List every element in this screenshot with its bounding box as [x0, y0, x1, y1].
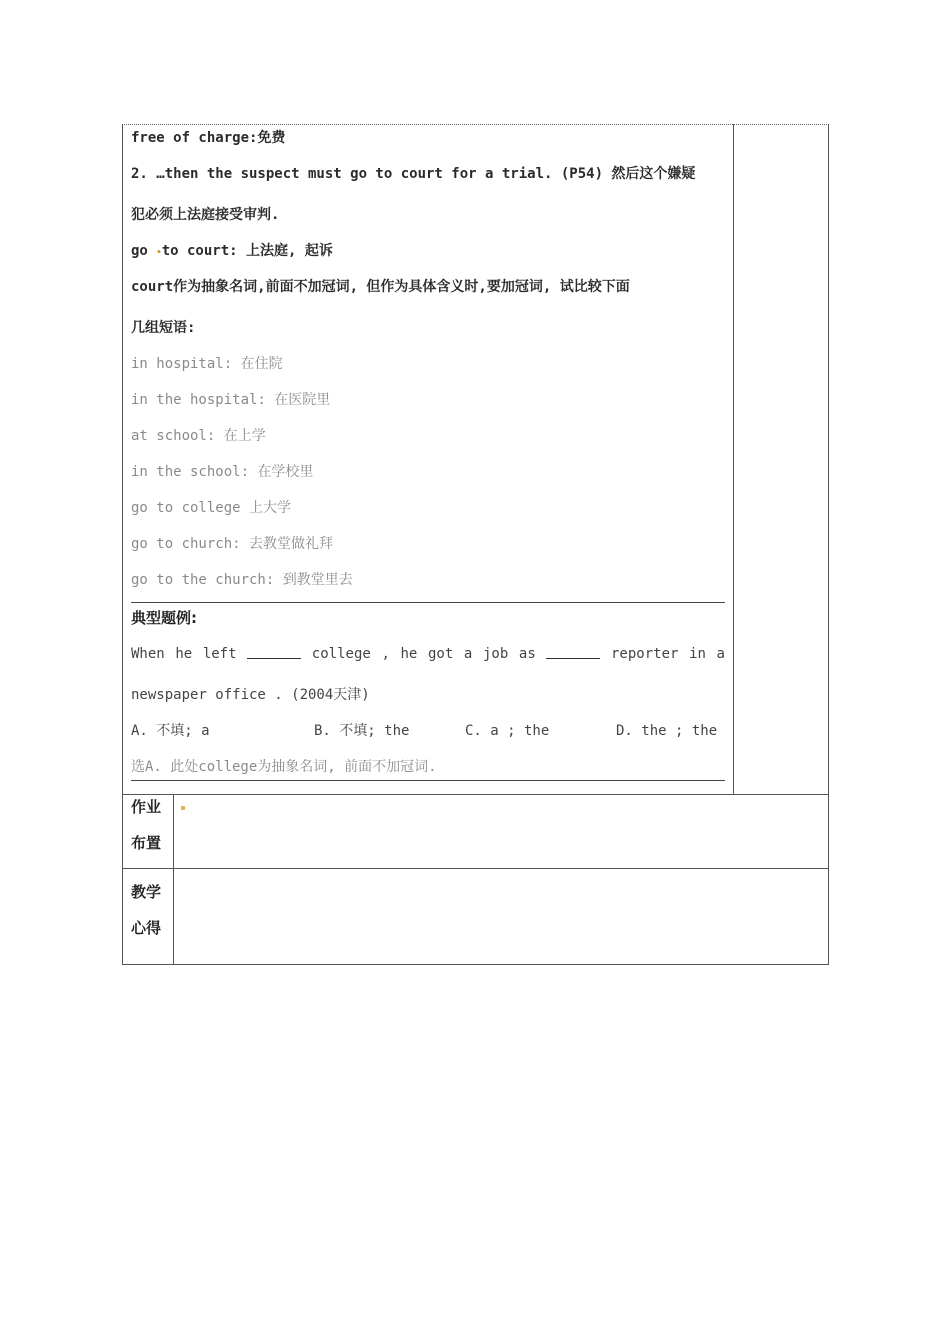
- example-question-line2: newspaper office . (2004天津): [131, 687, 370, 703]
- court-explanation-cont: 几组短语:: [131, 320, 196, 336]
- table-left-border: [122, 124, 123, 965]
- label-column-divider: [173, 794, 174, 965]
- phrase-go-to-college: go to college 上大学: [131, 500, 292, 516]
- reflection-label-line2: 心得: [131, 919, 162, 937]
- option-a: A. 不填; a: [131, 723, 210, 739]
- phrase-go-to-court: go •to court: 上法庭, 起诉: [131, 243, 333, 259]
- reflection-label-line1: 教学: [131, 883, 162, 901]
- court-explanation: court作为抽象名词,前面不加冠词, 但作为具体含义时,要加冠词, 试比较下面: [131, 279, 630, 295]
- point-2-translation: 犯必须上法庭接受审判.: [131, 207, 280, 223]
- row-divider-reflection: [122, 868, 829, 869]
- homework-label-line1: 作业: [131, 798, 162, 816]
- phrase-go-to-church: go to church: 去教堂做礼拜: [131, 536, 334, 552]
- content-column-divider: [733, 124, 734, 794]
- section-rule-top: [131, 602, 725, 603]
- phrase-in-hospital: in hospital: 在住院: [131, 356, 283, 372]
- option-b: B. 不填; the: [314, 723, 410, 739]
- phrase-at-school: at school: 在上学: [131, 428, 266, 444]
- phrase-in-the-hospital: in the hospital: 在医院里: [131, 392, 331, 408]
- homework-cell-marker: [181, 806, 185, 810]
- section-rule-bottom: [131, 780, 725, 781]
- phrase-go-to-the-church: go to the church: 到教堂里去: [131, 572, 353, 588]
- phrase-free-of-charge: free of charge:免费: [131, 130, 286, 146]
- answer-blank-2: [546, 644, 600, 659]
- table-bottom-border: [122, 964, 829, 965]
- table-right-border: [828, 124, 829, 965]
- point-2-sentence: 2. …then the suspect must go to court for a trial. (P54) 然后这个嫌疑: [131, 166, 696, 182]
- row-divider-homework: [122, 794, 829, 795]
- table-top-border: [122, 124, 829, 125]
- homework-label-line2: 布置: [131, 834, 162, 852]
- example-question-line1: When he left college , he got a job as reporter in a: [131, 646, 725, 662]
- example-answer: 选A. 此处college为抽象名词, 前面不加冠词.: [131, 759, 437, 775]
- answer-blank-1: [247, 644, 301, 659]
- option-c: C. a ; the: [465, 723, 550, 739]
- option-d: D. the ; the: [616, 723, 718, 739]
- example-heading: 典型题例:: [131, 609, 197, 627]
- marker-dot: •: [156, 248, 162, 258]
- phrase-in-the-school: in the school: 在学校里: [131, 464, 314, 480]
